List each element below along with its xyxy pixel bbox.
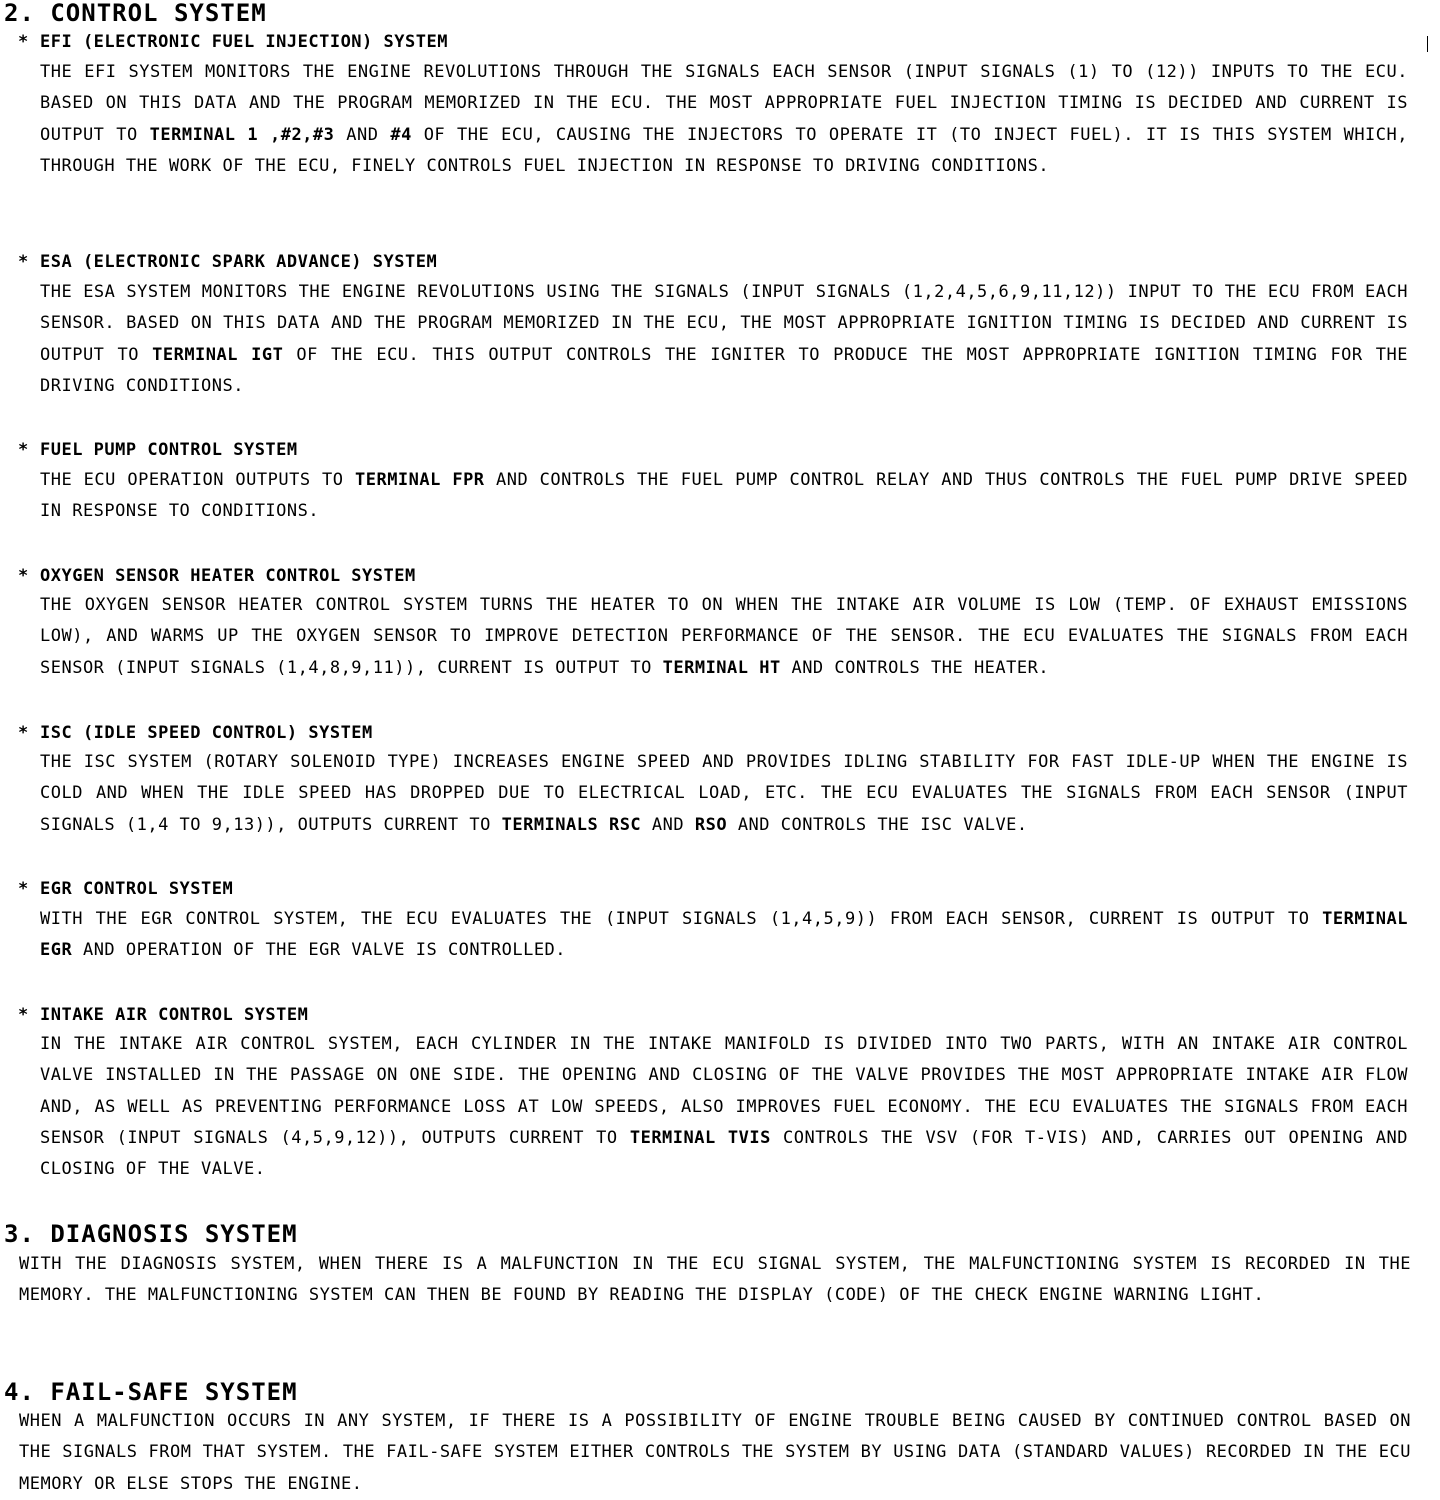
subheading-egr-label: EGR CONTROL SYSTEM <box>40 879 234 899</box>
intake-text-1: IN THE INTAKE AIR CONTROL SYSTEM, EACH CYLINDER IN THE INTAKE MANIFOLD IS DIVIDED INTO TWO PARTS, WITH AN INTAKE AIR CONTROL VALVE INSTALLED IN THE PASSAGE ON ONE SIDE. THE OPENING AND CLOSING OF THE VALVE PROVIDES THE MOST APPROPRIATE INTAKE AIR FLOW AND, AS WELL AS PREVENTING PERFORMANCE LOSS AT LOW SPEEDS, ALSO IMPROVES FUEL ECONOMY. THE ECU EVALUATES THE SIGNALS FROM EACH SENSOR (INPUT SIGNALS (4,5,9,12)), OUTPUTS CURRENT TO <box>40 1034 1408 1148</box>
efi-text-2: AND <box>334 124 391 145</box>
oxygen-terminal-ht: TERMINAL HT <box>662 657 781 678</box>
isc-text-3: AND CONTROLS THE ISC VALVE. <box>727 814 1028 835</box>
subheading-intake-label: INTAKE AIR CONTROL SYSTEM <box>40 1005 309 1025</box>
section-title-failsafe: 4. FAIL-SAFE SYSTEM <box>4 1378 298 1406</box>
intake-text-2: CONTROLS THE VSV (FOR T-VIS) AND, CARRIES OUT OPENING AND CLOSING OF THE VALVE. <box>40 1127 1408 1180</box>
paragraph-egr <box>40 904 1408 967</box>
section-title-control: 2. CONTROL SYSTEM <box>4 0 267 27</box>
paragraph-isc <box>40 747 1408 841</box>
subheading-oxygen <box>18 565 416 587</box>
bullet-icon: * <box>18 1005 29 1025</box>
subheading-esa-label: ESA (ELECTRONIC SPARK ADVANCE) SYSTEM <box>40 252 438 272</box>
isc-terminal-rsc: TERMINALS RSC <box>501 814 642 835</box>
egr-terminal-egr: TERMINAL EGR <box>40 909 1408 961</box>
esa-text-2: OF THE ECU. THIS OUTPUT CONTROLS THE IGNITER TO PRODUCE THE MOST APPROPRIATE IGNITION TIMING FOR THE DRIVING CONDITIONS. <box>40 344 1408 396</box>
isc-terminal-rso: RSO <box>694 814 728 835</box>
subheading-efi-label: EFI (ELECTRONIC FUEL INJECTION) SYSTEM <box>40 32 448 52</box>
intake-terminal-tvis: TERMINAL TVIS <box>629 1127 771 1148</box>
egr-text-1: WITH THE EGR CONTROL SYSTEM, THE ECU EVALUATES THE (INPUT SIGNALS (1,4,5,9)) FROM EACH SENSOR, CURRENT IS OUTPUT TO <box>40 909 1323 929</box>
efi-text-3: OF THE ECU, CAUSING THE INJECTORS TO OPERATE IT (TO INJECT FUEL). IT IS THIS SYSTEM WHICH, THROUGH THE WORK OF THE ECU, FINELY CONTROLS FUEL INJECTION IN RESPONSE TO DRIVING CONDITIONS. <box>40 124 1408 176</box>
bullet-icon: * <box>18 879 29 899</box>
subheading-esa <box>18 251 437 273</box>
paragraph-diagnosis: WITH THE DIAGNOSIS SYSTEM, WHEN THERE IS A MALFUNCTION IN THE ECU SIGNAL SYSTEM, THE MALFUNCTIONING SYSTEM IS RECORDED IN THE MEMORY. THE MALFUNCTIONING SYSTEM CAN THEN BE FOUND BY READING THE DISPLAY (CODE) OF THE CHECK ENGINE WARNING LIGHT. <box>19 1254 1411 1306</box>
section-title-diagnosis: 3. DIAGNOSIS SYSTEM <box>4 1220 298 1248</box>
paragraph-intake <box>40 1029 1408 1185</box>
bullet-icon: * <box>18 32 29 52</box>
efi-text-1: THE EFI SYSTEM MONITORS THE ENGINE REVOLUTIONS THROUGH THE SIGNALS EACH SENSOR (INPUT SIGNALS (1) TO (12)) INPUTS TO THE ECU. BASED ON THIS DATA AND THE PROGRAM MEMORIZED IN THE ECU. THE MOST APPROPRIATE FUEL INJECTION TIMING IS DECIDED AND CURRENT IS OUTPUT TO <box>40 62 1408 145</box>
fuel-pump-terminal-fpr: TERMINAL FPR <box>354 470 485 490</box>
subheading-oxygen-label: OXYGEN SENSOR HEATER CONTROL SYSTEM <box>40 566 416 586</box>
isc-text-2: AND <box>641 814 695 835</box>
subheading-isc <box>18 722 373 744</box>
oxygen-text-1: THE OXYGEN SENSOR HEATER CONTROL SYSTEM TURNS THE HEATER TO ON WHEN THE INTAKE AIR VOLUME IS LOW (TEMP. OF EXHAUST EMISSIONS LOW), AND WARMS UP THE OXYGEN SENSOR TO IMPROVE DETECTION PERFORMANCE OF THE SENSOR. THE ECU EVALUATES THE SIGNALS FROM EACH SENSOR (INPUT SIGNALS (1,4,8,9,11)), CURRENT IS OUTPUT TO <box>40 595 1408 678</box>
egr-text-2: AND OPERATION OF THE EGR VALVE IS CONTROLLED. <box>72 940 567 961</box>
paragraph-esa <box>40 277 1408 402</box>
subheading-intake <box>18 1004 308 1026</box>
bullet-icon: * <box>18 566 29 586</box>
esa-text-1: THE ESA SYSTEM MONITORS THE ENGINE REVOLUTIONS USING THE SIGNALS (INPUT SIGNALS (1,2,4,5,6,9,11,12)) INPUT TO THE ECU FROM EACH SENSOR. BASED ON THIS DATA AND THE PROGRAM MEMORIZED IN THE ECU, THE MOST APPROPRIATE IGNITION TIMING IS DECIDED AND CURRENT IS OUTPUT TO <box>40 282 1408 365</box>
subheading-fuel-pump-label: FUEL PUMP CONTROL SYSTEM <box>40 440 298 460</box>
esa-terminal-igt: TERMINAL IGT <box>152 344 284 365</box>
paragraph-fuel-pump <box>40 465 1408 528</box>
oxygen-text-2: AND CONTROLS THE HEATER. <box>780 657 1050 678</box>
efi-terminal-4: #4 <box>390 124 412 145</box>
bullet-icon: * <box>18 252 29 272</box>
paragraph-oxygen <box>40 590 1408 684</box>
subheading-efi <box>18 31 448 53</box>
bullet-icon: * <box>18 440 29 460</box>
paragraph-failsafe: WHEN A MALFUNCTION OCCURS IN ANY SYSTEM, IF THERE IS A POSSIBILITY OF ENGINE TROUBLE BEING CAUSED BY CONTINUED CONTROL BASED ON THE SIGNALS FROM THAT SYSTEM. THE FAIL-SAFE SYSTEM EITHER CONTROLS THE SYSTEM BY USING DATA (STANDARD VALUES) RECORDED IN THE ECU MEMORY OR ELSE STOPS THE ENGINE. <box>19 1411 1411 1494</box>
subheading-fuel-pump <box>18 439 298 461</box>
isc-text-1: THE ISC SYSTEM (ROTARY SOLENOID TYPE) INCREASES ENGINE SPEED AND PROVIDES IDLING STABILITY FOR FAST IDLE-UP WHEN THE ENGINE IS COLD AND WHEN THE IDLE SPEED HAS DROPPED DUE TO ELECTRICAL LOAD, ETC. THE ECU EVALUATES THE SIGNALS FROM EACH SENSOR (INPUT SIGNALS (1,4 TO 9,13)), OUTPUTS CURRENT TO <box>40 752 1408 835</box>
bullet-icon: * <box>18 723 29 743</box>
efi-terminal-1: TERMINAL 1 ,#2,#3 <box>149 124 335 145</box>
paragraph-efi <box>40 57 1408 182</box>
subheading-egr <box>18 878 233 900</box>
fuel-pump-text-2: AND CONTROLS THE FUEL PUMP CONTROL RELAY AND THUS CONTROLS THE FUEL PUMP DRIVE SPEED IN RESPONSE TO CONDITIONS. <box>40 470 1409 522</box>
subheading-isc-label: ISC (IDLE SPEED CONTROL) SYSTEM <box>40 723 373 743</box>
scan-edge-mark <box>1427 36 1428 52</box>
fuel-pump-text-1: THE ECU OPERATION OUTPUTS TO <box>40 470 355 490</box>
